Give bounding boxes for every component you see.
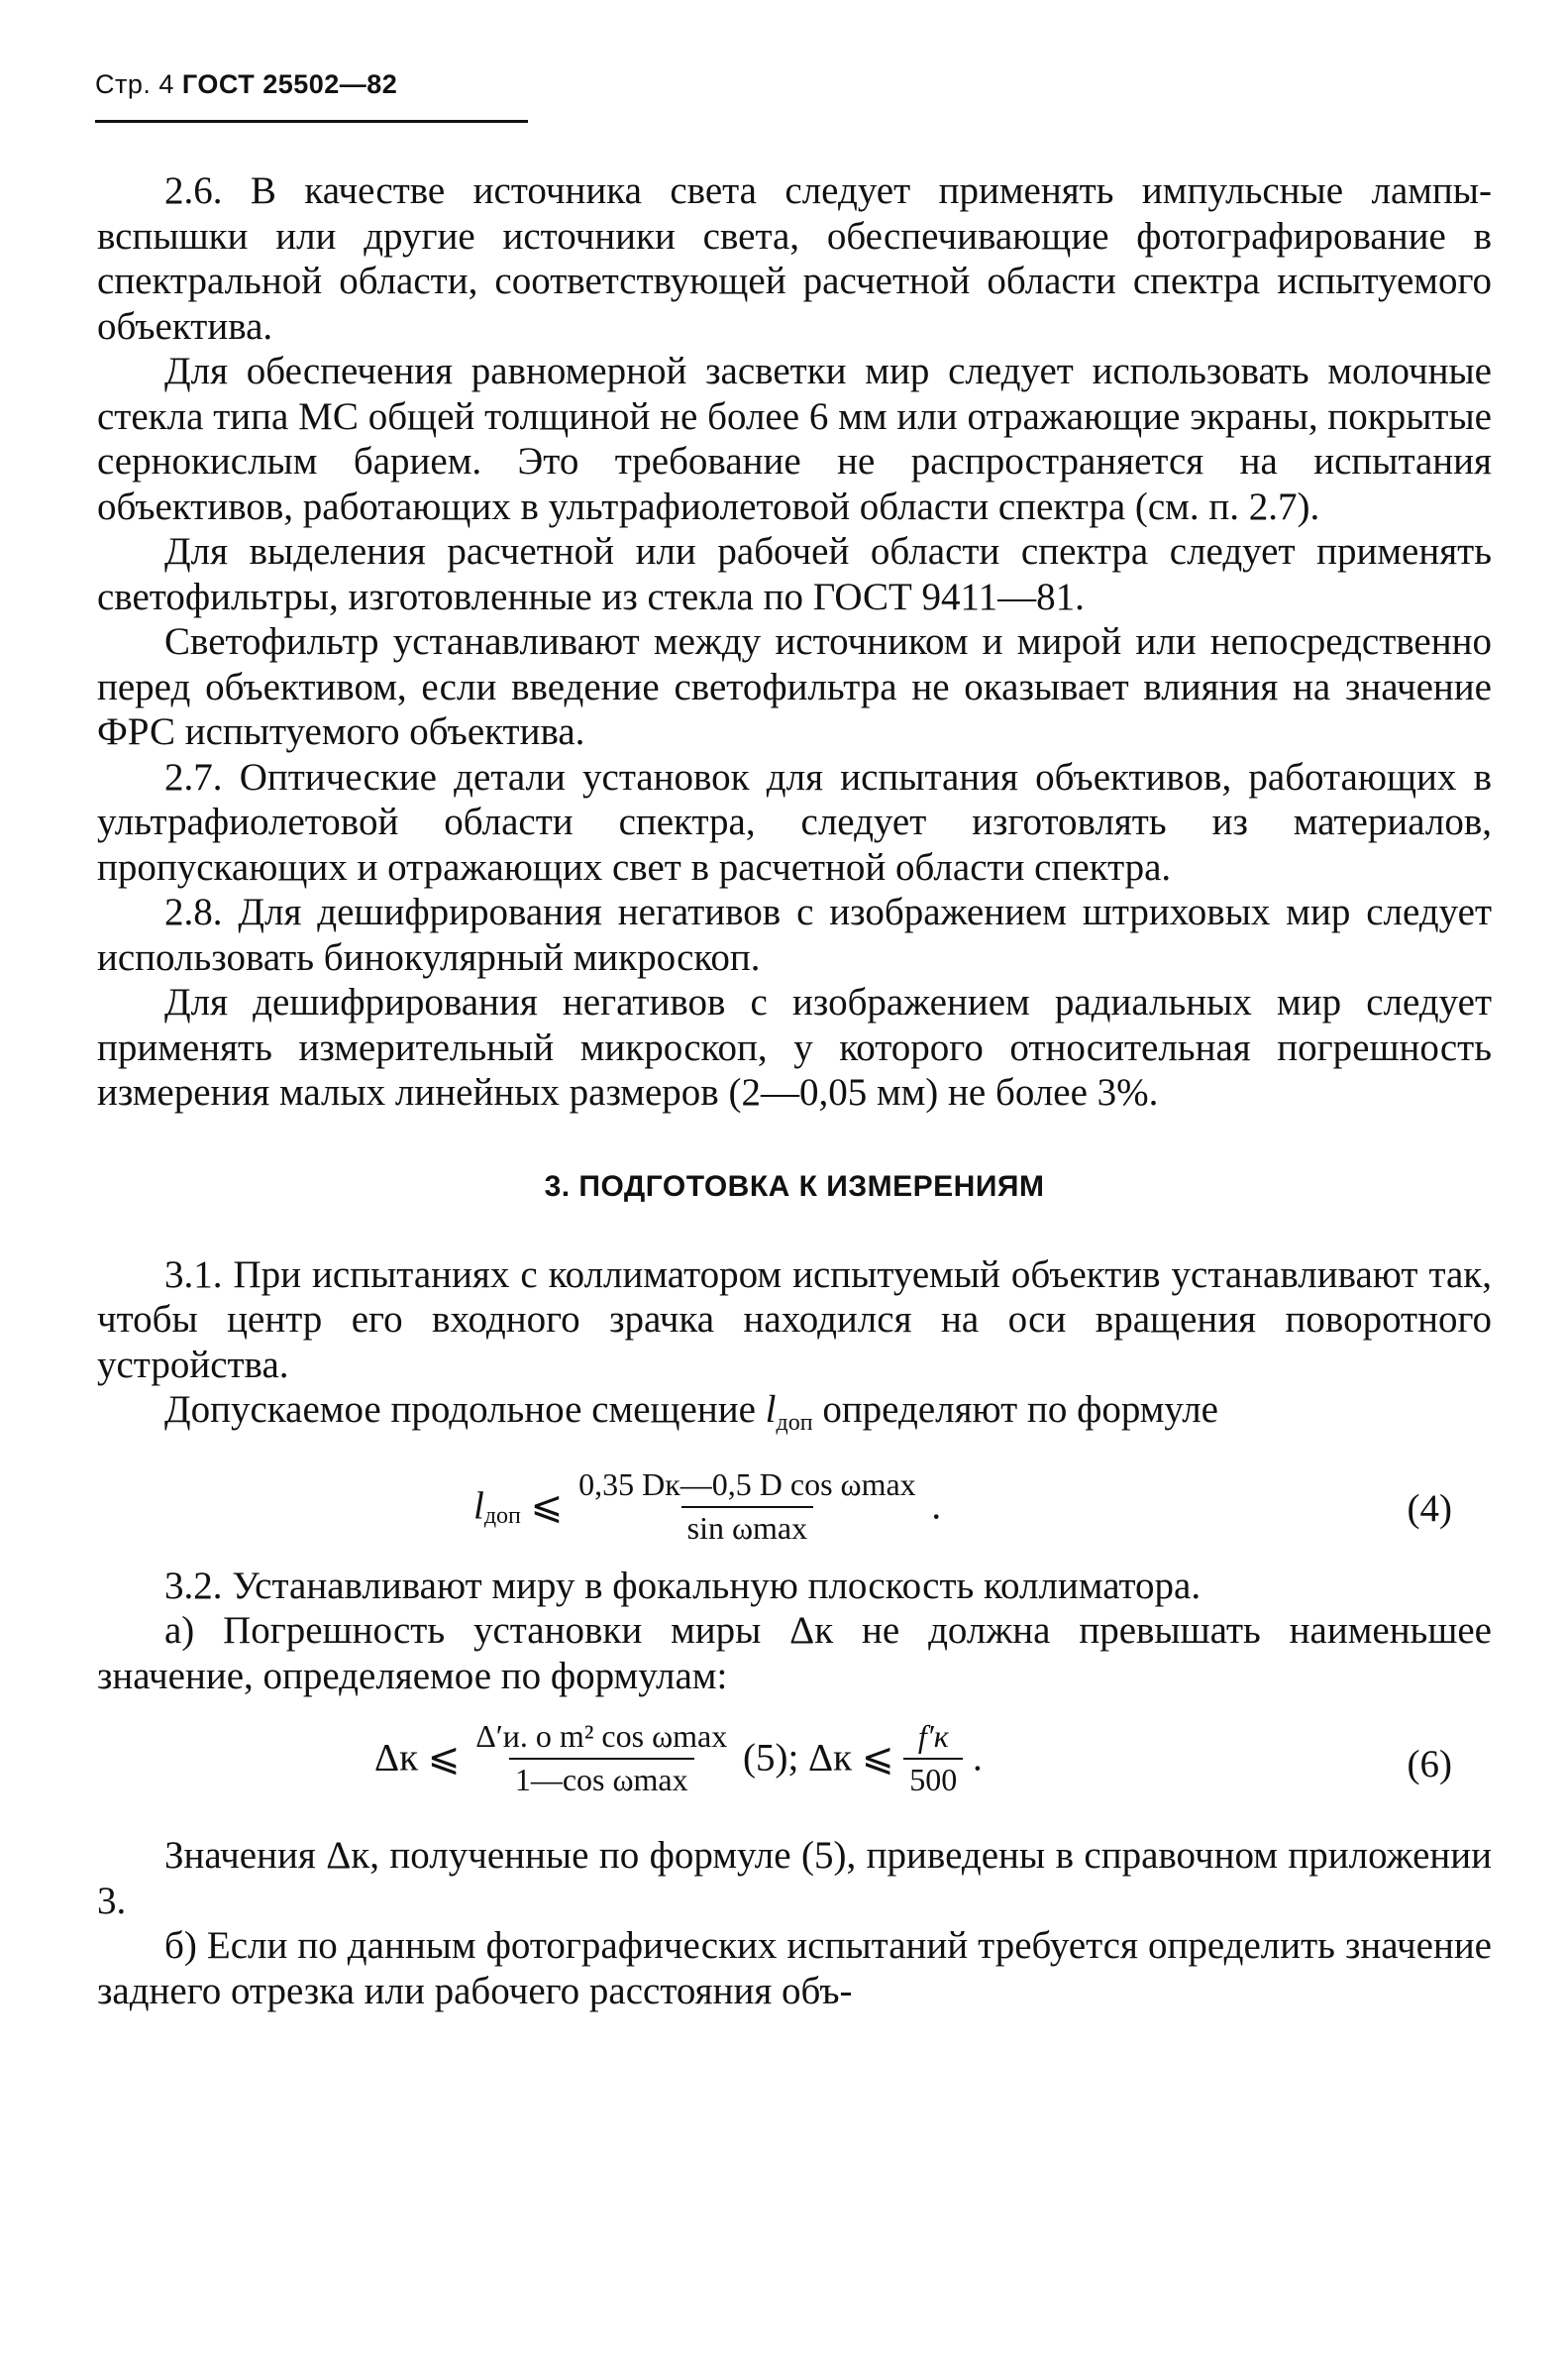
- paragraph-2-8: 2.8. Для дешифрирования негативов с изображением штриховых мир следует использовать бинокулярный микроскоп.: [97, 891, 1492, 979]
- header-rule: [95, 120, 528, 123]
- formula-6-numerator: f′к: [917, 1718, 949, 1754]
- document-body: [97, 168, 1492, 2013]
- formula-5-tag: (5);: [742, 1736, 799, 1780]
- formula-4: $l_{доп}$ ⩽ $\frac{\text{0,35 Dк—0,5 D cos ωmax}}{\text{sin ωmax}}$ . (4): [473, 1465, 1452, 1546]
- formula-4-numerator: 0,35 Dк—0,5 D cos ωmax: [578, 1465, 916, 1502]
- paragraph-filter-placement: Светофильтр устанавливают между источником и мирой или непосредственно перед объективом, если введение светофильтра не оказывает влияния на значение ФРС испытуемого объектива.: [97, 620, 1492, 753]
- page-number: Стр. 4: [95, 69, 174, 99]
- paragraph-3-1: 3.1. При испытаниях с коллиматором испытуемый объектив устанавливают так, чтобы центр его входного зрачка находился на оси вращения поворотного устройства.: [97, 1252, 1492, 1386]
- formula-6-lhs: Δк: [808, 1736, 853, 1780]
- paragraph-filters: Для выделения расчетной или рабочей области спектра следует применять светофильтры, изготовленные из стекла по ГОСТ 9411—81.: [97, 530, 1492, 618]
- section-title: 3. ПОДГОТОВКА К ИЗМЕРЕНИЯМ: [544, 1169, 1045, 1203]
- standard-number: ГОСТ 25502—82: [181, 69, 398, 99]
- formula-4-number: (4): [1407, 1486, 1452, 1530]
- paragraph-3-2: 3.2. Устанавливают миру в фокальную плоскость коллиматора.: [164, 1564, 1202, 1607]
- paragraph-values: Значения Δк, полученные по формуле (5), приведены в справочном приложении 3.: [97, 1834, 1492, 1922]
- paragraph-2-6: 2.6. В качестве источника света следует применять импульсные лампы-вспышки или другие источники света, обеспечивающие фотографирование в спектральной области, соответствующей расчетной области спектра испытуемого объектива.: [97, 169, 1492, 348]
- formula-6-relation: ⩽: [861, 1736, 894, 1780]
- displacement-var: l: [765, 1388, 777, 1431]
- displacement-sub: доп: [776, 1410, 813, 1436]
- paragraph-illumination: Для обеспечения равномерной засветки мир следует использовать молочные стекла типа МС общей толщиной не более 6 мм или отражающие экраны, покрытые сернокислым барием. Это требование не распространяется на испытания объективов, работающих в ультрафиолетовой области спектра (см. п. 2.7).: [97, 350, 1492, 528]
- formula-4-lhs: l: [473, 1483, 484, 1527]
- formula-5-denominator: 1—cos ωmax: [509, 1758, 694, 1797]
- formula-4-relation: ⩽: [530, 1483, 564, 1527]
- formula-6-fraction: [903, 1718, 963, 1797]
- paragraph-radial: Для дешифрирования негативов с изображением радиальных мир следует применять измерительный микроскоп, у которого относительная погрешность измерения малых линейных размеров (2—0,05 мм) не более 3%.: [97, 981, 1492, 1114]
- formula-6-number: (6): [1407, 1743, 1452, 1785]
- paragraph-3-2-a: а) Погрешность установки миры Δк не должна превышать наименьшее значение, определяемое по формулам:: [97, 1609, 1492, 1697]
- formula-5-lhs: Δк: [374, 1736, 419, 1780]
- formula-6-denominator: 500: [903, 1758, 963, 1797]
- formula-4-fraction: [573, 1466, 922, 1546]
- formula-5-fraction: [470, 1718, 733, 1797]
- paragraph-displacement: [97, 1387, 1492, 1447]
- displacement-text-before: Допускаемое продольное смещение: [164, 1388, 766, 1431]
- formula-5-6: Δк ⩽ $\frac{\text{Δ′и. о m² cos ωmax}}{\text{1—cos ωmax}}$ (5); Δк ⩽ $\frac{f'к}{500}$ . (6): [374, 1718, 1452, 1797]
- paragraph-3-2-b: б) Если по данным фотографических испытаний требуется определить значение заднего отрезка или рабочего расстояния объ-: [97, 1924, 1492, 2012]
- formula-4-denominator: sin ωmax: [681, 1506, 814, 1546]
- displacement-text-after: определяют по формуле: [812, 1388, 1218, 1431]
- page-header: [95, 69, 397, 100]
- paragraph-2-7: 2.7. Оптические детали установок для испытания объективов, работающих в ультрафиолетовой области спектра, следует изготовлять из материалов, пропускающих и отражающих свет в расчетной области спектра.: [97, 755, 1492, 889]
- formula-5-relation: ⩽: [427, 1736, 461, 1780]
- formula-5-numerator: Δ′и. о m² cos ωmax: [475, 1718, 728, 1754]
- formula-4-lhs-sub: доп: [483, 1502, 521, 1529]
